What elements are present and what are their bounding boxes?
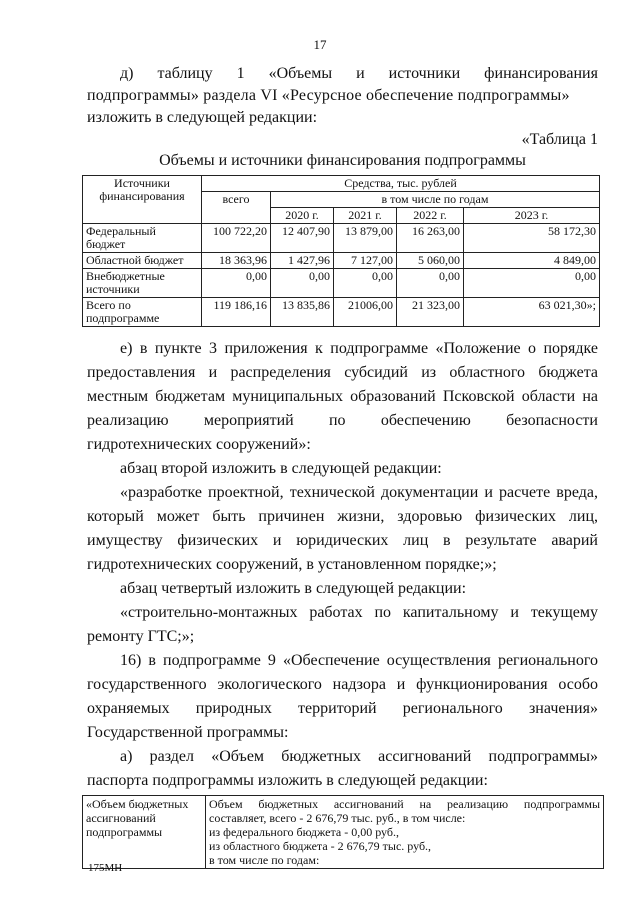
abz2-quote-line-1: «разработке проектной, технической документации и расчете вреда, [120, 484, 598, 501]
row-2022: 0,00 [397, 269, 464, 298]
passport-line: составляет, всего - 2 676,79 тыс. руб., в том числе: [209, 811, 466, 825]
row-total: 119 186,16 [202, 298, 271, 327]
passport-line: в том числе по годам: [209, 853, 320, 867]
para-e-line-3: местным бюджетам муниципальных образований Псковской области на [87, 388, 598, 405]
p16-line-1: 16) в подпрограмме 9 «Обеспечение осуществления регионального [120, 652, 598, 669]
row-2023: 58 172,30 [464, 224, 600, 253]
header-year-2022: 2022 г. [397, 208, 464, 224]
row-2023: 0,00 [464, 269, 600, 298]
p16-line-4: Государственной программы: [87, 724, 289, 741]
table-row [83, 224, 600, 253]
para-e-line-1: е) в пункте 3 приложения к подпрограмме «Положение о порядке [120, 340, 598, 357]
row-source-name: Областной бюджет [83, 253, 202, 269]
table-row [83, 298, 600, 327]
para-e-line-4: реализацию мероприятий по обеспечению безопасности [87, 412, 598, 429]
intro-line-2: подпрограммы» раздела VI «Ресурсное обеспечение подпрограммы» [87, 87, 570, 104]
table-row [83, 253, 600, 269]
row-source-name: Всего по подпрограмме [83, 298, 202, 327]
header-by-years: в том числе по годам [271, 192, 600, 208]
row-2022: 21 323,00 [397, 298, 464, 327]
header-year-2021: 2021 г. [334, 208, 397, 224]
header-year-2020: 2020 г. [271, 208, 334, 224]
row-2020: 12 407,90 [271, 224, 334, 253]
passport-line: Объем бюджетных ассигнований на реализацию подпрограммы [209, 797, 600, 811]
row-2020: 0,00 [271, 269, 334, 298]
row-2020: 13 835,86 [271, 298, 334, 327]
row-total: 0,00 [202, 269, 271, 298]
abz2-quote-line-3: имуществу физических и юридических лиц в результате аварий [87, 532, 598, 549]
row-2022: 5 060,00 [397, 253, 464, 269]
header-sources: Источники финансирования [83, 176, 202, 224]
header-funds: Средства, тыс. рублей [202, 176, 600, 192]
passport-table [82, 795, 604, 869]
header-total: всего [202, 192, 271, 224]
row-total: 100 722,20 [202, 224, 271, 253]
abz4-heading: абзац четвертый изложить в следующей редакции: [120, 580, 467, 597]
row-2023: 4 849,00 [464, 253, 600, 269]
row-2020: 1 427,96 [271, 253, 334, 269]
passport-line: из федерального бюджета - 0,00 руб., [209, 825, 400, 839]
row-source-name: Федеральный бюджет [83, 224, 202, 253]
row-2021: 0,00 [334, 269, 397, 298]
row-2021: 7 127,00 [334, 253, 397, 269]
abz2-quote-line-2: который может быть причинен жизни, здоровью физических лиц, [87, 508, 598, 525]
p16-line-3: охраняемых природных территорий регионального значения» [87, 700, 598, 717]
table-row [83, 269, 600, 298]
passport-line: из областного бюджета - 2 676,79 тыс. руб., [209, 839, 432, 853]
header-year-2023: 2023 г. [464, 208, 600, 224]
table-title: Объемы и источники финансирования подпрограммы [159, 152, 526, 169]
passport-label: «Объем бюджетных ассигнований подпрограммы [83, 796, 206, 869]
p16-line-2: государственного экологического надзора и функционирования особо [87, 676, 598, 693]
page-number: 17 [313, 37, 327, 52]
table-label: «Таблица 1 [521, 131, 598, 148]
abz4-quote-line-1: «строительно-монтажных работах по капитальному и текущему [120, 604, 598, 621]
para-e-line-2: предоставления и распределения субсидий из областного бюджета [87, 364, 598, 381]
abz4-quote-line-2: ремонту ГТС;»; [87, 628, 195, 645]
intro-line-3: изложить в следующей редакции: [87, 109, 318, 126]
passport-value [206, 796, 604, 869]
pa-line-2: паспорта подпрограммы изложить в следующей редакции: [87, 772, 488, 789]
row-2021: 21006,00 [334, 298, 397, 327]
abz2-quote-line-4: гидротехнических сооружений, в установленном порядке;»; [87, 556, 497, 573]
funding-table [82, 175, 600, 327]
intro-line-1: д) таблицу 1 «Объемы и источники финансирования [120, 65, 598, 82]
pa-line-1: а) раздел «Объем бюджетных ассигнований подпрограммы» [120, 748, 598, 765]
abz2-heading: абзац второй изложить в следующей редакции: [120, 460, 442, 477]
para-e-line-5: гидротехнических сооружений»: [87, 436, 311, 453]
row-source-name: Внебюджетные источники [83, 269, 202, 298]
row-2022: 16 263,00 [397, 224, 464, 253]
document-code: 175МН [88, 862, 123, 874]
row-2023: 63 021,30»; [464, 298, 600, 327]
row-total: 18 363,96 [202, 253, 271, 269]
row-2021: 13 879,00 [334, 224, 397, 253]
